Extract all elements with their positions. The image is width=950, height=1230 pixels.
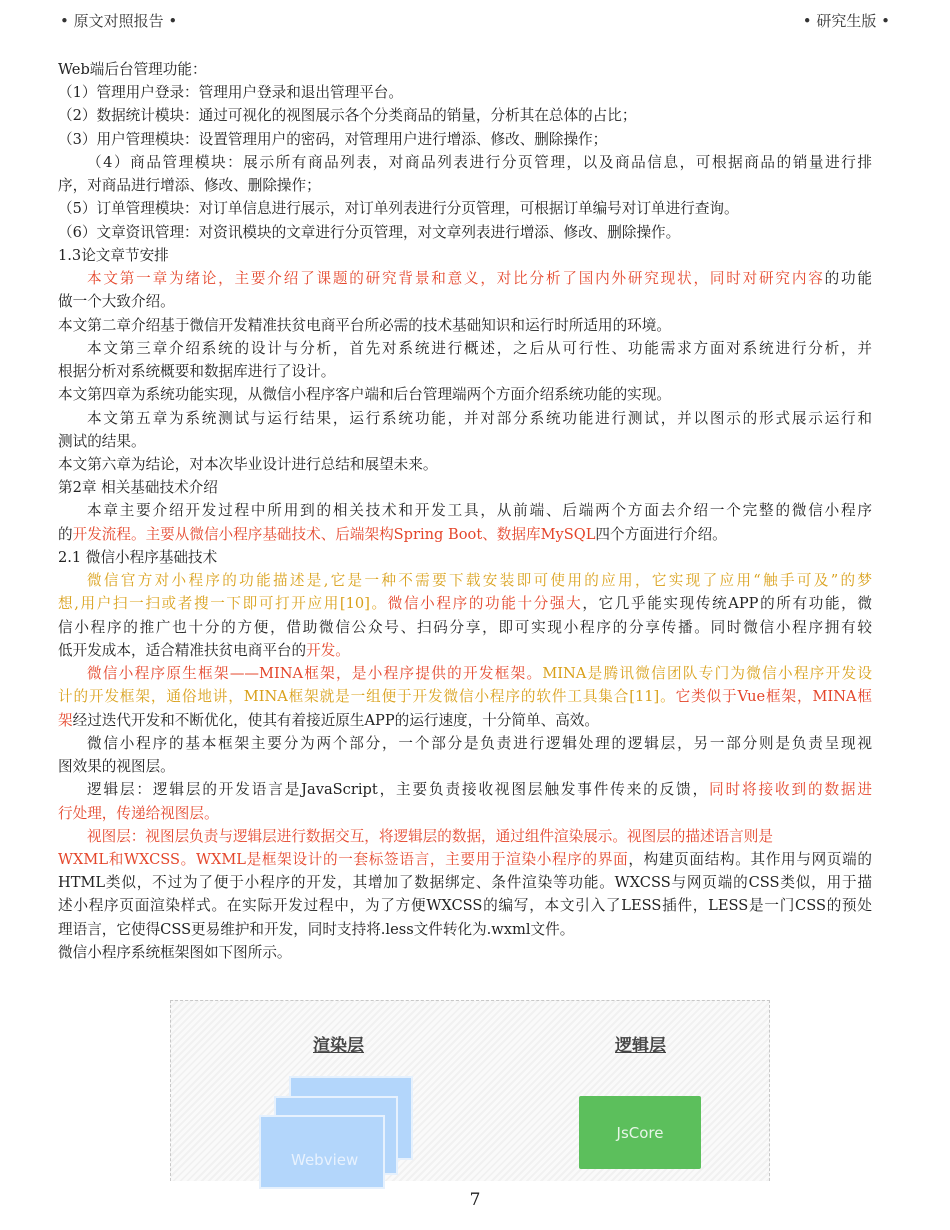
text-segment: 本文第一章为绪论，主要介绍了课题的研究背景和意义，对比分析了国内外研究现状，同时对研究内容 xyxy=(87,270,825,288)
text-segment: 序，对商品进行增添、修改、删除操作； xyxy=(58,177,321,195)
text-segment: 测试的结果。 xyxy=(58,432,146,450)
text-segment: 开发。 xyxy=(306,641,350,659)
text-line xyxy=(58,848,872,871)
document-body xyxy=(58,58,872,964)
text-line xyxy=(58,592,872,615)
text-segment: 1.3论文章节安排 xyxy=(58,246,169,264)
text-segment: 述小程序页面渲染样式。在实际开发过程中，为了方便WXCSS的编写，本文引入了LESS插件，LESS是一门CSS的预处 xyxy=(58,897,872,915)
jscore-box xyxy=(579,1096,701,1169)
text-segment: 经过迭代开发和不断优化，使其有着接近原生APP的运行速度，十分简单、高效。 xyxy=(72,711,599,729)
text-line xyxy=(58,430,872,453)
header-edition-label: • 研究生版 • xyxy=(802,12,890,30)
text-line xyxy=(58,732,872,755)
text-line xyxy=(58,151,872,174)
render-layer-label: 渲染层 xyxy=(313,1036,364,1056)
page-number: 7 xyxy=(469,1190,481,1210)
text-segment: 低开发成本，适合精准扶贫电商平台的 xyxy=(58,641,307,659)
text-segment: 本文第二章介绍基于微信开发精准扶贫电商平台所必需的技术基础知识和运行时所适用的环境。 xyxy=(58,316,671,334)
text-segment: 同时将接收到的数据进 xyxy=(709,781,872,799)
text-segment: （2）数据统计模块：通过可视化的视图展示各个分类商品的销量，分析其在总体的占比； xyxy=(58,107,637,125)
text-line xyxy=(58,871,872,894)
header-report-label: • 原文对照报告 • xyxy=(60,12,178,30)
text-segment: 理语言，它使得CSS更易维护和开发，同时支持将.less文件转化为.wxml文件。 xyxy=(58,920,575,938)
text-line xyxy=(58,709,872,732)
text-segment: 它类似于Vue框架，MINA框 xyxy=(675,688,872,706)
text-segment: 图效果的视图层。 xyxy=(58,758,175,776)
text-line xyxy=(58,244,872,267)
text-segment: ，它几乎能实现传统APP的所有功能，微 xyxy=(582,595,872,613)
text-segment: 微信官方对小程序的功能描述是,它是一种不需要下载安装即可使用的应用，它实现了应用“触手可及”的梦 xyxy=(87,572,872,590)
text-line xyxy=(58,476,872,499)
text-line xyxy=(58,918,872,941)
text-line xyxy=(58,639,872,662)
text-line xyxy=(58,290,872,313)
text-segment: Web端后台管理功能： xyxy=(58,61,207,78)
text-segment: 2.1 微信小程序基础技术 xyxy=(58,548,218,566)
text-segment: 微信小程序原生框架——MINA框架，是小程序提供的开发框架。 xyxy=(87,665,543,683)
text-line xyxy=(58,58,872,81)
text-line xyxy=(58,685,872,708)
text-line xyxy=(58,407,872,430)
text-segment: 微信小程序的功能十分强大 xyxy=(387,595,583,613)
text-segment: （3）用户管理模块：设置管理用户的密码，对管理用户进行增添、修改、删除操作； xyxy=(58,130,608,148)
text-segment: 本文第四章为系统功能实现，从微信小程序客户端和后台管理端两个方面介绍系统功能的实现。 xyxy=(58,386,671,404)
text-line xyxy=(58,778,872,801)
text-line xyxy=(58,81,872,104)
text-segment: （5）订单管理模块：对订单信息进行展示，对订单列表进行分页管理，可根据订单编号对订单进行查询。 xyxy=(58,200,739,218)
text-segment: 行处理，传递给视图层。 xyxy=(58,804,219,822)
text-line xyxy=(58,128,872,151)
jscore-label: JsCore xyxy=(616,1123,664,1142)
text-line xyxy=(58,174,872,197)
text-line xyxy=(58,825,872,848)
text-segment: 的功能 xyxy=(824,270,872,288)
text-segment: 根据分析对系统概要和数据库进行了设计。 xyxy=(58,363,336,381)
text-segment: 第2章 相关基础技术介绍 xyxy=(58,479,218,497)
text-segment: 本文第三章介绍系统的设计与分析，首先对系统进行概述，之后从可行性、功能需求方面对系统进行分析，并 xyxy=(87,339,872,357)
text-line xyxy=(58,383,872,406)
text-segment: ，构建页面结构。其作用与网页端的 xyxy=(628,850,872,868)
text-segment: 四个方面进行介绍。 xyxy=(595,525,727,543)
text-line xyxy=(58,267,872,290)
text-line xyxy=(58,197,872,220)
text-line xyxy=(58,941,872,964)
text-segment: （4）商品管理模块：展示所有商品列表，对商品列表进行分页管理，以及商品信息，可根据商品的销量进行排 xyxy=(87,153,872,171)
text-line xyxy=(58,523,872,546)
text-line xyxy=(58,802,872,825)
text-segment: 本章主要介绍开发过程中所用到的相关技术和开发工具，从前端、后端两个方面去介绍一个完整的微信小程序 xyxy=(87,502,872,520)
text-segment: 本文第六章为结论，对本次毕业设计进行总结和展望未来。 xyxy=(58,455,438,473)
text-line xyxy=(58,616,872,639)
text-line xyxy=(58,662,872,685)
text-line xyxy=(58,337,872,360)
text-segment: 想,用户扫一扫或者搜一下即可打开应用[10]。 xyxy=(58,595,388,613)
text-line xyxy=(58,453,872,476)
text-segment: 微信小程序系统框架图如下图所示。 xyxy=(58,943,292,961)
text-segment: HTML类似，不过为了便于小程序的开发，其增加了数据绑定、条件渲染等功能。WXCSS与网页端的CSS类似，用于描 xyxy=(58,874,872,892)
text-segment: MINA是腾讯微信团队专门为微信小程序开发设 xyxy=(542,665,872,683)
text-line xyxy=(58,499,872,522)
text-segment: WXML和WXCSS。WXML是框架设计的一套标签语言，主要用于渲染小程序的界面 xyxy=(58,850,629,868)
text-segment: 信小程序的推广也十分的方便，借助微信公众号、扫码分享，即可实现小程序的分享传播。同时微信小程序拥有较 xyxy=(58,618,872,636)
text-line xyxy=(58,104,872,127)
webview-box-front xyxy=(259,1115,385,1189)
text-line xyxy=(58,546,872,569)
text-segment: 的 xyxy=(58,525,73,543)
text-segment: 视图层：视图层负责与逻辑层进行数据交互，将逻辑层的数据，通过组件渲染展示。视图层的描述语言则是 xyxy=(87,827,773,845)
text-segment: 开发流程。主要从微信小程序基础技术、后端架构Spring Boot、数据库MySQL xyxy=(72,525,596,543)
logic-layer-label: 逻辑层 xyxy=(615,1036,666,1056)
text-line xyxy=(58,360,872,383)
text-line xyxy=(58,894,872,917)
text-line xyxy=(58,314,872,337)
mini-program-framework-figure xyxy=(170,1000,770,1181)
text-segment: 微信小程序的基本框架主要分为两个部分，一个部分是负责进行逻辑处理的逻辑层，另一部分则是负责呈现视 xyxy=(87,734,872,752)
text-line xyxy=(58,569,872,592)
webview-label: Webview xyxy=(291,1151,359,1169)
text-segment: 逻辑层：逻辑层的开发语言是JavaScript，主要负责接收视图层触发事件传来的反馈， xyxy=(87,781,710,799)
text-segment: 计的开发框架，通俗地讲，MINA框架就是一组便于开发微信小程序的软件工具集合[11]。 xyxy=(58,688,676,706)
text-line xyxy=(58,755,872,778)
text-segment: （6）文章资讯管理：对资讯模块的文章进行分页管理，对文章列表进行增添、修改、删除操作。 xyxy=(58,223,681,241)
text-line xyxy=(58,221,872,244)
text-segment: 做一个大致介绍。 xyxy=(58,293,175,311)
text-segment: 架 xyxy=(58,711,73,729)
text-segment: 本文第五章为系统测试与运行结果，运行系统功能，并对部分系统功能进行测试，并以图示的形式展示运行和 xyxy=(87,409,872,427)
text-segment: （1）管理用户登录：管理用户登录和退出管理平台。 xyxy=(58,84,403,102)
